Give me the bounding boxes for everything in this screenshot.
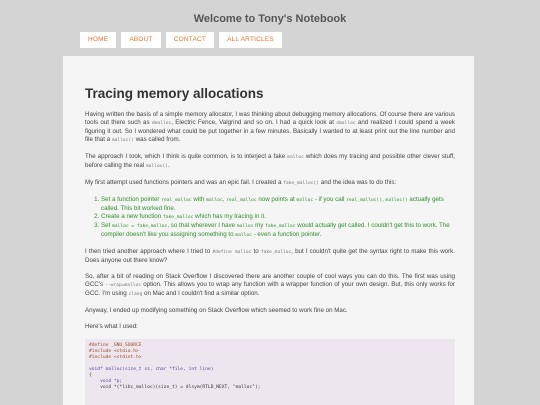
text: and realized I could spend a week figuring it out. So I wondered what could be put together in a few minutes. Basically I wanted to at least print out the line number and file that a — [85, 119, 455, 143]
inline-code: fake_malloc — [265, 224, 296, 229]
text: So, after a bit of reading on Stack Overflow I discovered there are another couple of cool ways you can do this. The first was using GCC's — [85, 273, 455, 288]
text: Having written the basis of a simple memory allocator, I was thinking about debugging memory allocations. Of course there are various tools out there such as — [85, 111, 455, 126]
inline-code: real_malloc — [226, 198, 257, 203]
paragraph-heres-what: Here's what I used: — [85, 323, 138, 330]
main-nav — [80, 32, 282, 48]
inline-code: malloc — [287, 155, 304, 160]
text: to — [251, 248, 261, 255]
code-block — [85, 339, 455, 405]
inline-code: malloc() — [111, 138, 134, 143]
article-title: Tracing memory allocations — [85, 86, 264, 101]
list-item — [101, 196, 455, 213]
inline-code: malloc — [235, 233, 252, 238]
nav-contact-link[interactable]: CONTACT — [166, 32, 214, 48]
attempt-steps-list — [85, 196, 455, 240]
text: The approach I took, which I think is quite common, is to interject a fake — [85, 153, 288, 160]
paragraph-first-attempt — [85, 179, 455, 188]
paragraph-approach — [85, 153, 455, 171]
inline-code: fake_malloc — [260, 250, 292, 255]
text: Set a function pointer — [101, 196, 162, 203]
text: , but I couldn't quite get the syntax right to make this work. Does anyone out there know? — [85, 248, 455, 264]
text: would actually get called. I couldn't get this to work. The compiler doesn't like you assigning something to — [101, 222, 450, 238]
code-line: void *(*libc_malloc)(size_t) = dlsym(RTLD_NEXT, "malloc"); — [89, 385, 261, 390]
site-title: Welcome to Tony's Notebook — [193, 13, 347, 25]
nav-about-link[interactable]: ABOUT — [121, 32, 160, 48]
text: , so that wherever I have — [167, 222, 237, 229]
list-item — [101, 222, 455, 240]
inline-code: --wrap=malloc — [105, 283, 142, 288]
paragraph-intro — [85, 111, 455, 145]
text: with — [191, 196, 207, 203]
inline-code: malloc — [236, 224, 254, 229]
article-content — [85, 56, 455, 405]
code-line: void* malloc(size_t sz, char *file, int line) — [89, 367, 214, 372]
paragraph-stack-overflow — [85, 273, 455, 299]
inline-code: dmalloc — [151, 121, 172, 126]
text: and the idea was to do this: — [319, 179, 397, 186]
inline-code: fake_malloc() — [283, 181, 320, 186]
inline-code: malloc() — [385, 198, 408, 203]
text: option. This allows you to wrap any function with a wrapper function of your own design. But, this only works for GCC. I'm using — [85, 281, 455, 297]
nav-all-articles-link[interactable]: ALL ARTICLES — [219, 32, 282, 48]
inline-code: malloc — [296, 198, 314, 203]
inline-code: malloc — [206, 198, 223, 203]
code-line: #include <stdint.h> — [89, 355, 142, 360]
text: actually gets called. This bit worked fine. — [101, 196, 444, 212]
inline-code: dmalloc — [336, 121, 356, 126]
code-line: #define _GNU_SOURCE — [89, 343, 142, 348]
text: I then tried another approach where I tried to — [85, 248, 213, 255]
code-line: #include <stdio.h> — [89, 349, 139, 354]
text: . — [168, 162, 170, 169]
inline-code: real_malloc() — [346, 198, 383, 203]
text: which has my tracing in it. — [193, 213, 266, 220]
inline-code: clang — [128, 292, 143, 297]
inline-code: malloc = fake_malloc — [112, 224, 168, 229]
text: my — [253, 222, 266, 229]
text: now points at — [256, 196, 297, 203]
inline-code: malloc() — [145, 164, 169, 169]
inline-code: #define malloc — [212, 250, 252, 255]
text: - even a function pointer. — [251, 231, 322, 238]
code-line: void *p; — [89, 379, 123, 384]
text: - if you call — [313, 196, 347, 203]
paragraph-anyway: Anyway, I ended up modifying something on Stack Overflow which seemed to work fine on Mac. — [85, 307, 348, 314]
text: on Mac and I couldn't find a similar option. — [142, 290, 260, 297]
text: My first attempt used functions pointers and was an epic fail. I created a — [85, 179, 284, 186]
code-line: { — [89, 373, 92, 378]
list-item — [101, 213, 455, 222]
text: , — [382, 196, 386, 203]
text: which does my tracing and possible other clever stuff, before calling the real — [85, 153, 455, 169]
text: Create a new function — [101, 213, 163, 220]
inline-code: real_malloc — [161, 198, 192, 203]
paragraph-define-attempt — [85, 248, 455, 265]
text: Set — [101, 222, 113, 229]
text: , — [222, 196, 227, 203]
nav-home-link[interactable]: HOME — [80, 32, 116, 48]
text: , Electric Fence, Valgrind and so on. I had a quick look at — [171, 119, 337, 126]
inline-code: fake_malloc — [162, 215, 194, 220]
article-page — [63, 56, 474, 405]
text: was called from. — [133, 136, 181, 143]
